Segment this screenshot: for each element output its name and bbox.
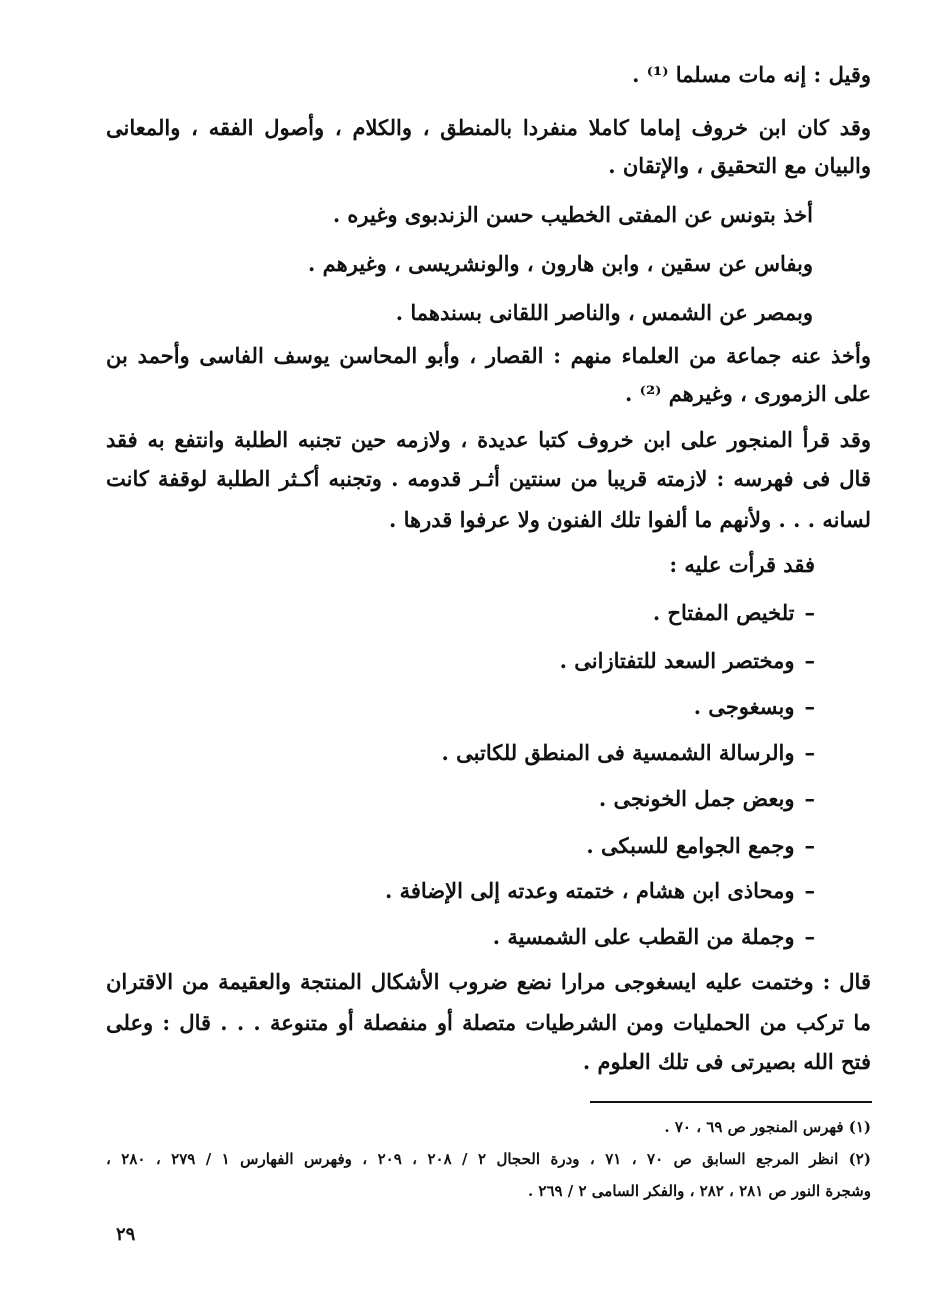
text-line-2: وقد كان ابن خروف إماما كاملا منفردا بالمنطق ، والكلام ، وأصول الفقه ، والمعانى	[106, 115, 871, 140]
text-line-8: على الزمورى ، وغيرهم ⁽²⁾ .	[625, 381, 871, 406]
footnote-2-line-2: وشجرة النور ص ٢٨١ ، ٢٨٢ ، والفكر السامى ٢ / ٢٦٩ .	[527, 1182, 871, 1200]
text-line-9: وقد قرأ المنجور على ابن خروف كتبا عديدة ، ولازمه حين تجنبه الطلبة وانتفع به فقد	[106, 427, 871, 452]
text-line-7: وأخذ عنه جماعة من العلماء منهم : القصار ، وأبو المحاسن يوسف الفاسى وأحمد بن	[106, 343, 871, 368]
list-item-text: والرسالة الشمسية فى المنطق للكاتبى .	[441, 740, 795, 765]
text-line-22: ما تركب من الحمليات ومن الشرطيات متصلة أو منفصلة أو متنوعة . . . قال : وعلى	[106, 1010, 871, 1035]
text-line-10: قال فى فهرسه : لازمته قريبا من سنتين أثـر قدومه . وتجنبه أكـثر الطلبة لوقفة كانت	[106, 466, 871, 491]
list-item-text: ومختصر السعد للتفتازانى .	[559, 648, 795, 673]
list-item-text: وجملة من القطب على الشمسية .	[492, 924, 795, 949]
list-dash: –	[804, 924, 815, 949]
text-line-11: لسانه . . . ولأنهم ما ألفوا تلك الفنون ولا عرفوا قدرها .	[388, 507, 871, 532]
list-dash: –	[804, 600, 815, 625]
footnote-2-line-1: (٢) انظر المرجع السابق ص ٧٠ ، ٧١ ، ودرة الحجال ٢ / ٢٠٨ ، ٢٠٩ ، وفهرس الفهارس ١ / ٢٧٩ ، ٢٨٠ ،	[106, 1150, 871, 1168]
text-line-6: وبمصر عن الشمس ، والناصر اللقانى بسندهما .	[395, 300, 813, 325]
list-item	[560, 646, 815, 676]
text-line-12: فقد قرأت عليه :	[669, 552, 815, 577]
text-line-3: والبيان مع التحقيق ، والإتقان .	[608, 153, 871, 178]
list-item-text: ومحاذى ابن هشام ، ختمته وعدته إلى الإضافة .	[384, 878, 795, 903]
text-line-23: فتح الله بصيرتى فى تلك العلوم .	[582, 1049, 871, 1074]
list-item-text: وبعض جمل الخونجى .	[598, 786, 795, 811]
footnote-divider	[590, 1101, 872, 1103]
text-line-21: قال : وختمت عليه ايسغوجى مرارا نضع ضروب الأشكال المنتجة والعقيمة من الاقتران	[106, 969, 871, 994]
list-item	[653, 598, 815, 628]
list-dash: –	[804, 694, 815, 719]
page-number: ٢٩	[116, 1224, 136, 1245]
list-dash: –	[804, 786, 815, 811]
text-line-5: وبفاس عن سقين ، وابن هارون ، والونشريسى ، وغيرهم .	[307, 251, 813, 276]
list-item	[694, 692, 815, 722]
list-dash: –	[804, 648, 815, 673]
list-item-text: تلخيص المفتاح .	[652, 600, 795, 625]
list-dash: –	[804, 740, 815, 765]
text-line-4: أخذ بتونس عن المفتى الخطيب حسن الزندبوى وغيره .	[332, 202, 813, 227]
list-item	[599, 784, 815, 814]
list-dash: –	[804, 878, 815, 903]
list-dash: –	[804, 833, 815, 858]
list-item	[385, 876, 815, 906]
text-line-1: وقيل : إنه مات مسلما ⁽¹⁾ .	[632, 62, 871, 87]
footnote-1: (١) فهرس المنجور ص ٦٩ ، ٧٠ .	[664, 1118, 871, 1136]
list-item	[586, 831, 815, 861]
list-item-text: وبسغوجى .	[693, 694, 795, 719]
list-item-text: وجمع الجوامع للسبكى .	[586, 833, 795, 858]
list-item	[493, 922, 815, 952]
list-item	[442, 738, 815, 768]
